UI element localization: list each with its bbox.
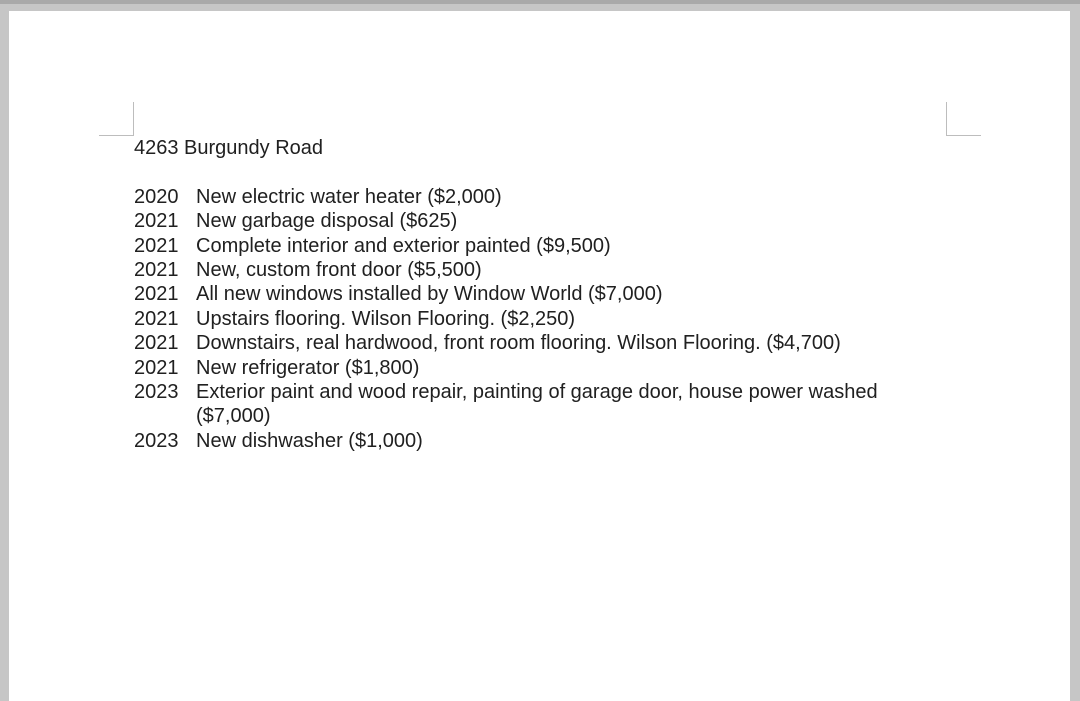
list-item bbox=[134, 380, 934, 429]
entry-year: 2021 bbox=[134, 283, 179, 306]
entry-description: New refrigerator ($1,800) bbox=[196, 356, 420, 379]
entry-description: Upstairs flooring. Wilson Flooring. ($2,250) bbox=[196, 307, 576, 330]
document-page[interactable] bbox=[9, 11, 1070, 701]
entry-year: 2023 bbox=[134, 381, 179, 404]
list-item bbox=[134, 282, 934, 306]
entry-year: 2021 bbox=[134, 356, 179, 379]
list-item bbox=[134, 429, 934, 453]
top-left-margin-mark bbox=[99, 102, 134, 136]
entry-description: New garbage disposal ($625) bbox=[196, 210, 458, 233]
list-item bbox=[134, 258, 934, 282]
entry-year: 2021 bbox=[134, 234, 179, 257]
address-line: 4263 Burgundy Road bbox=[134, 137, 324, 159]
entry-description: Complete interior and exterior painted ($9,500) bbox=[196, 234, 611, 257]
entry-description: New dishwasher ($1,000) bbox=[196, 429, 423, 452]
top-right-margin-mark bbox=[946, 102, 981, 136]
entry-description: Exterior paint and wood repair, painting of garage door, house power washed ($7,000) bbox=[196, 381, 878, 428]
list-item bbox=[134, 356, 934, 380]
list-item bbox=[134, 209, 934, 233]
entry-description: All new windows installed by Window World ($7,000) bbox=[196, 283, 663, 306]
list-item bbox=[134, 331, 934, 355]
entry-year: 2021 bbox=[134, 210, 179, 233]
entry-year: 2021 bbox=[134, 332, 179, 355]
entry-year: 2021 bbox=[134, 259, 179, 282]
entry-year: 2020 bbox=[134, 185, 179, 208]
improvement-list bbox=[134, 185, 934, 453]
entry-year: 2021 bbox=[134, 307, 179, 330]
entry-year: 2023 bbox=[134, 429, 179, 452]
list-item bbox=[134, 234, 934, 258]
entry-description: New, custom front door ($5,500) bbox=[196, 259, 482, 282]
document-body[interactable] bbox=[134, 136, 934, 453]
toolbar-edge bbox=[0, 0, 1080, 4]
entry-description: New electric water heater ($2,000) bbox=[196, 185, 502, 208]
list-item bbox=[134, 307, 934, 331]
entry-description: Downstairs, real hardwood, front room flooring. Wilson Flooring. ($4,700) bbox=[196, 332, 841, 355]
list-item bbox=[134, 185, 934, 209]
